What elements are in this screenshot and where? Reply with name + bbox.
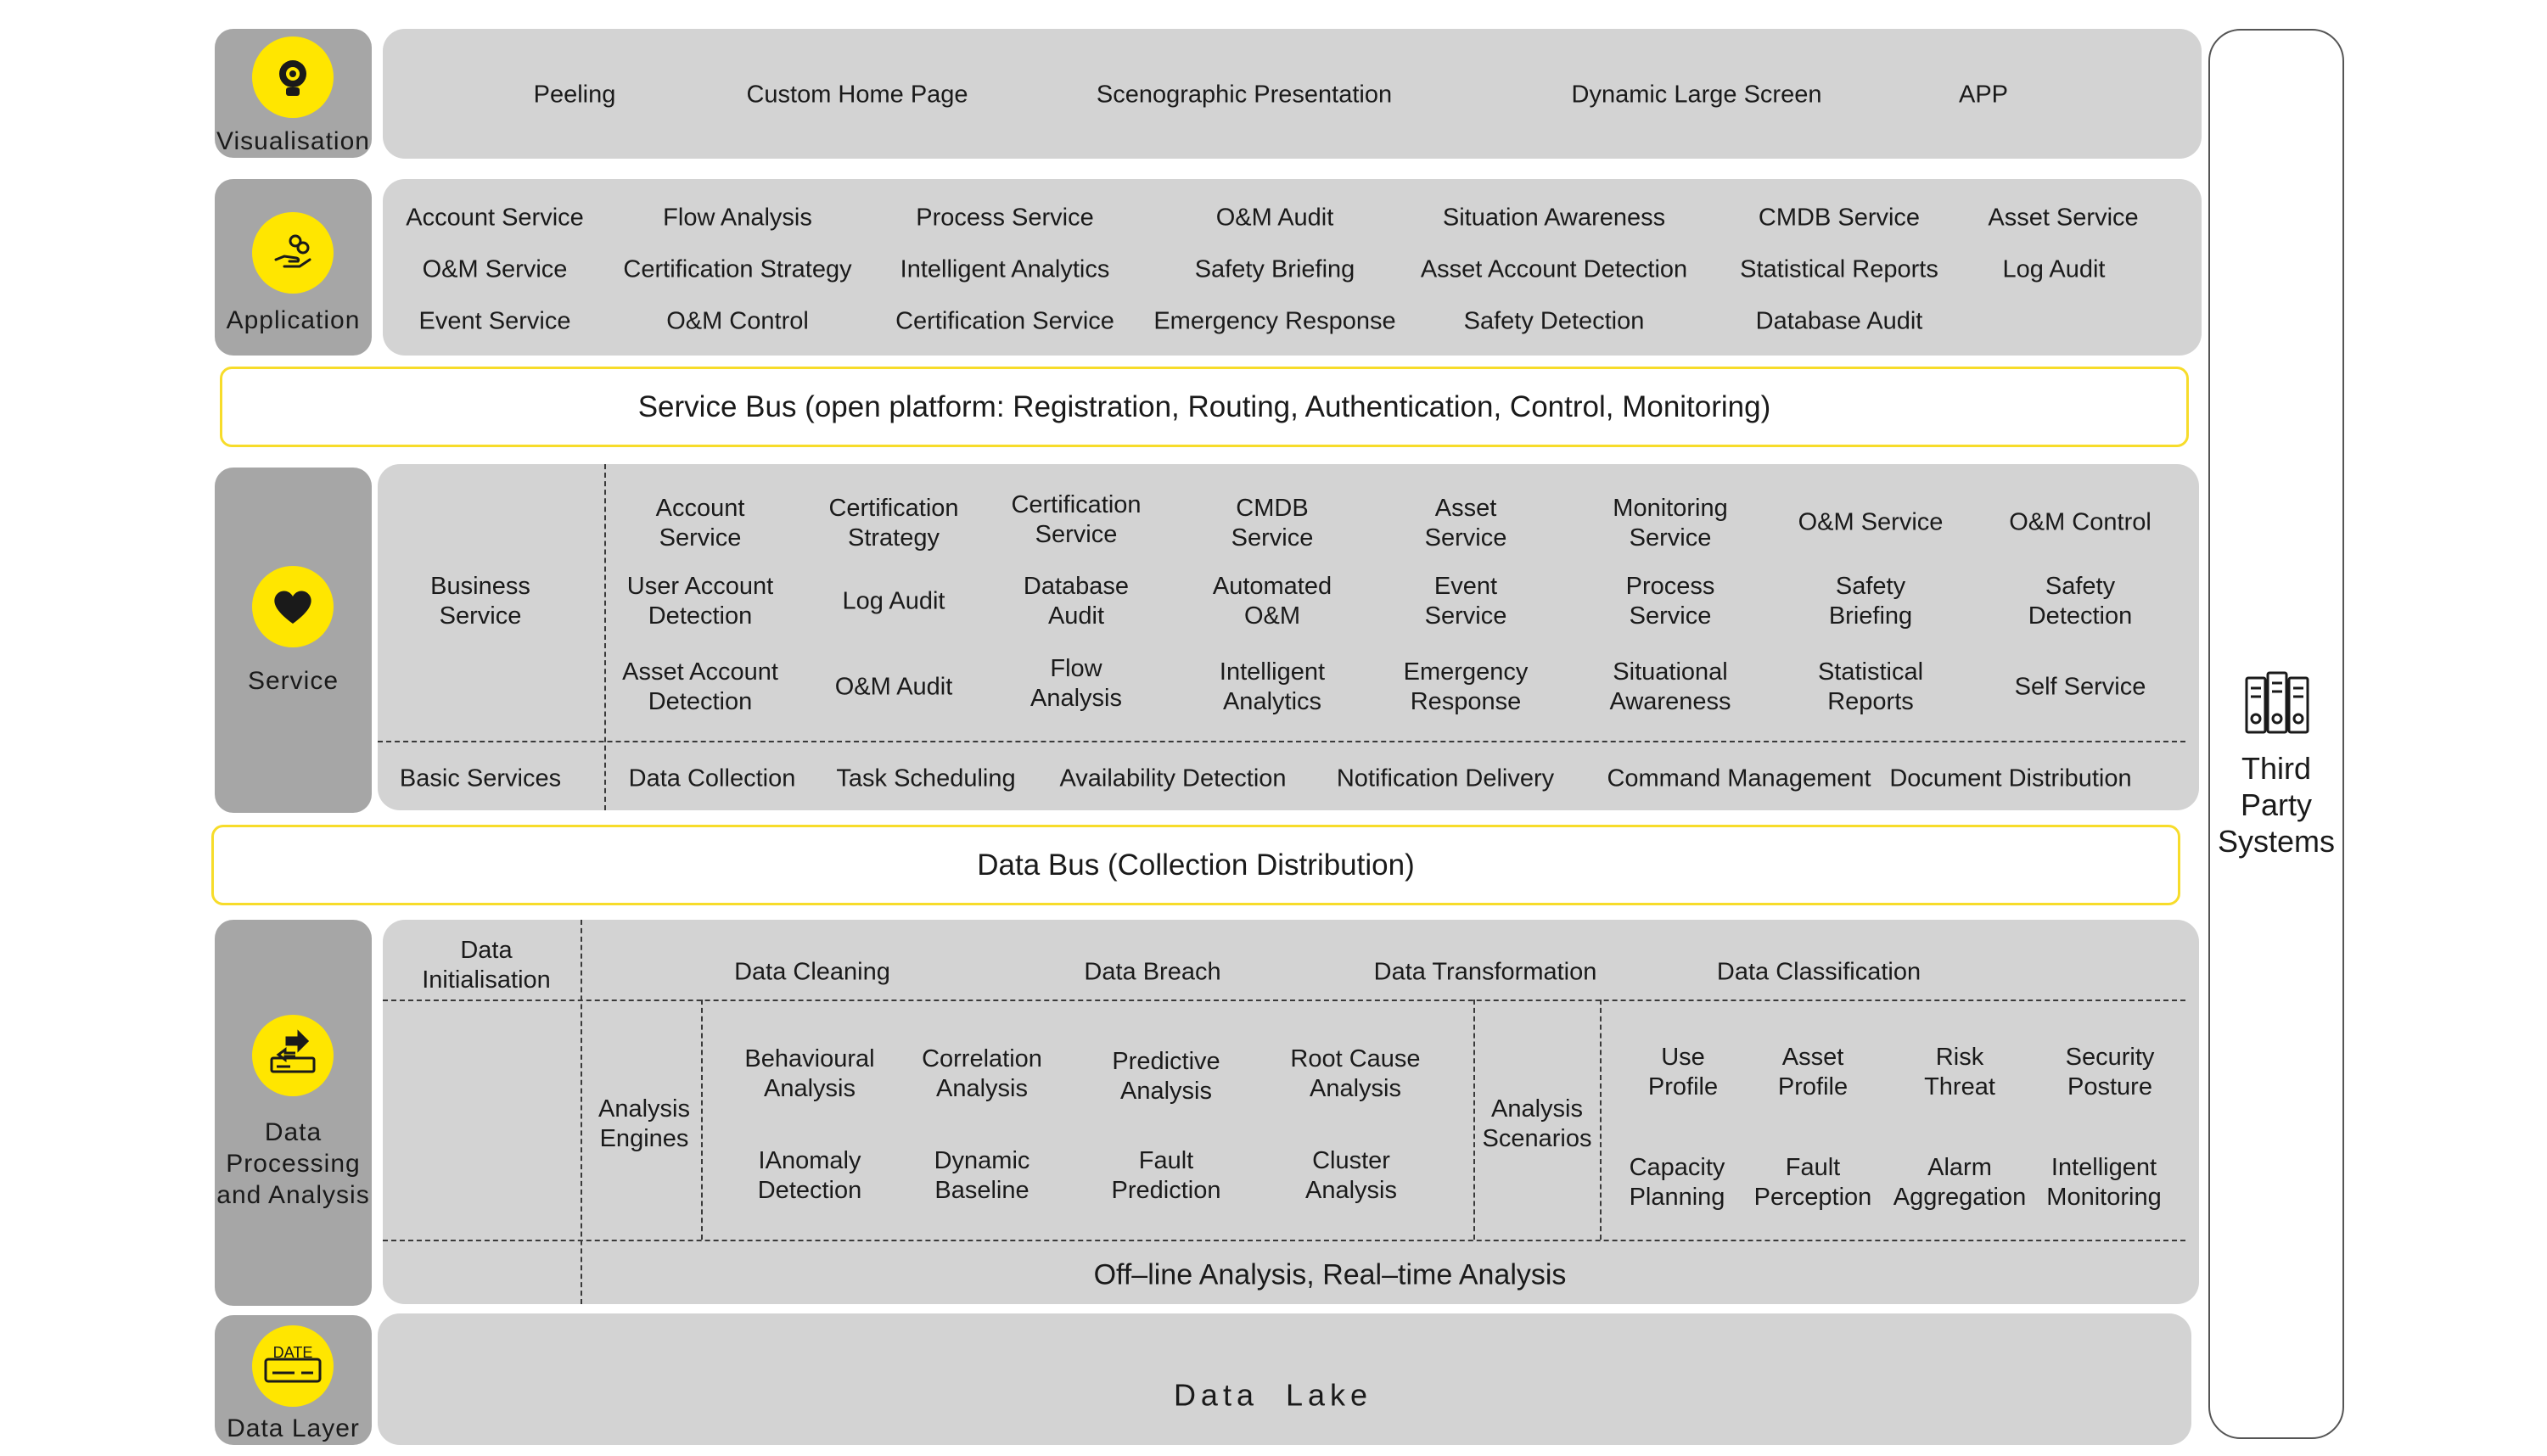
analysis-engine-item: Behavioural Analysis: [744, 1045, 875, 1102]
visualisation-label: Visualisation: [216, 127, 370, 155]
business-service-label: Business Service: [430, 573, 530, 630]
offline-realtime-analysis-label: Off–line Analysis, Real–time Analysis: [1093, 1258, 1567, 1291]
data-processing-layer-block: [215, 920, 372, 1306]
service-item: Database Audit: [1023, 573, 1130, 630]
basic-service-item: Task Scheduling: [836, 764, 1016, 792]
service-item: Automated O&M: [1212, 573, 1332, 630]
analysis-scenario-item: Intelligent Monitoring: [2046, 1154, 2162, 1211]
service-item: CMDB Service: [1231, 495, 1314, 552]
service-item: Flow Analysis: [1030, 655, 1122, 712]
processing-top-item: Data Classification: [1716, 958, 1921, 986]
application-item: Account Service: [406, 204, 584, 232]
basic-service-item: Availability Detection: [1059, 764, 1287, 792]
basic-services-label: Basic Services: [399, 764, 562, 792]
application-item: Certification Service: [895, 307, 1114, 335]
processing-top-item: Data Breach: [1084, 958, 1221, 986]
processing-divider-scenarios-right: [1600, 1000, 1602, 1240]
analysis-scenario-item: Risk Threat: [1924, 1044, 1995, 1100]
analysis-scenario-item: Capacity Planning: [1629, 1154, 1725, 1211]
analysis-scenario-item: Fault Perception: [1753, 1154, 1872, 1211]
analysis-engine-item: Cluster Analysis: [1305, 1147, 1397, 1204]
data-initialisation-label: Data Initialisation: [422, 937, 551, 994]
processing-divider-bottom: [383, 1240, 2185, 1241]
svg-text:DATE: DATE: [272, 1344, 313, 1361]
application-item: Flow Analysis: [663, 204, 812, 232]
analysis-scenarios-label: Analysis Scenarios: [1482, 1095, 1592, 1152]
service-item: Certification Strategy: [828, 495, 959, 552]
analysis-engine-item: Root Cause Analysis: [1290, 1045, 1421, 1102]
analysis-engines-label: Analysis Engines: [598, 1095, 690, 1152]
application-item: O&M Service: [422, 255, 568, 283]
basic-service-item: Notification Delivery: [1336, 764, 1555, 792]
processing-top-item: Data Transformation: [1373, 958, 1597, 986]
application-item: Asset Account Detection: [1420, 255, 1688, 283]
analysis-scenario-item: Asset Profile: [1777, 1044, 1849, 1100]
application-item: Intelligent Analytics: [900, 255, 1110, 283]
application-item: O&M Control: [666, 307, 809, 335]
third-party-systems-label: Third Party Systems: [2217, 751, 2336, 859]
application-item: Asset Service: [1988, 204, 2139, 232]
analysis-engine-item: Predictive Analysis: [1112, 1048, 1220, 1105]
service-item: Monitoring Service: [1613, 495, 1728, 552]
service-item: O&M Audit: [834, 673, 953, 701]
analysis-engine-item: IAnomaly Detection: [757, 1147, 862, 1204]
application-item: CMDB Service: [1758, 204, 1921, 232]
analysis-scenario-item: Use Profile: [1647, 1044, 1719, 1100]
analysis-scenario-item: Alarm Aggregation: [1893, 1154, 2027, 1211]
service-item: Safety Briefing: [1828, 573, 1913, 630]
visualisation-item: Dynamic Large Screen: [1571, 81, 1822, 109]
service-label: Service: [247, 667, 339, 695]
data-bus-label: Data Bus (Collection Distribution): [977, 848, 1415, 882]
processing-divider-engines: [701, 1000, 703, 1240]
processing-divider-top: [383, 1000, 2185, 1001]
service-divider-vertical: [604, 464, 606, 810]
application-item: O&M Audit: [1215, 204, 1334, 232]
processing-top-item: Data Cleaning: [734, 958, 890, 986]
basic-service-item: Command Management: [1607, 764, 1871, 792]
data-bus: [211, 825, 2180, 905]
data-server-icon: [252, 1325, 334, 1407]
service-item: Log Audit: [842, 587, 945, 615]
service-divider-horizontal: [378, 741, 2185, 742]
application-item: Situation Awareness: [1442, 204, 1666, 232]
processing-divider-init: [581, 920, 582, 1304]
visualisation-item: APP: [1958, 81, 2009, 109]
service-item: O&M Service: [1798, 508, 1944, 536]
service-item: Intelligent Analytics: [1219, 658, 1326, 715]
service-item: Certification Service: [1011, 491, 1142, 548]
analysis-engine-item: Fault Prediction: [1111, 1147, 1221, 1204]
visualisation-item: Scenographic Presentation: [1096, 81, 1393, 109]
application-item: Event Service: [418, 307, 571, 335]
data-lake-label: Data Lake: [1173, 1377, 1373, 1413]
service-item: Process Service: [1625, 573, 1715, 630]
analysis-engine-item: Dynamic Baseline: [934, 1147, 1030, 1204]
data-exchange-icon: [252, 1015, 334, 1096]
service-bus: [220, 367, 2189, 447]
application-item: Statistical Reports: [1740, 255, 1938, 283]
data-processing-label: Data Processing and Analysis: [216, 1118, 370, 1209]
service-item: Asset Account Detection: [622, 658, 778, 715]
application-item: Certification Strategy: [623, 255, 852, 283]
application-label: Application: [226, 306, 361, 334]
analysis-scenario-item: Security Posture: [2065, 1044, 2155, 1100]
application-item: Emergency Response: [1153, 307, 1396, 335]
service-item: Safety Detection: [2028, 573, 2133, 630]
heart-icon: [252, 566, 334, 647]
visualisation-item: Custom Home Page: [746, 81, 968, 109]
visualisation-item: Peeling: [533, 81, 616, 109]
service-item: Asset Service: [1424, 495, 1507, 552]
application-item: Safety Detection: [1463, 307, 1645, 335]
application-item: Log Audit: [2002, 255, 2106, 283]
application-item: Process Service: [916, 204, 1094, 232]
basic-service-item: Data Collection: [628, 764, 796, 792]
analysis-engine-item: Correlation Analysis: [922, 1045, 1042, 1102]
hand-link-icon: [252, 212, 334, 294]
service-item: Statistical Reports: [1817, 658, 1924, 715]
application-item: Database Audit: [1755, 307, 1923, 335]
data-layer-label: Data Layer: [227, 1414, 360, 1442]
application-item: Safety Briefing: [1194, 255, 1355, 283]
server-rack-icon: [2241, 669, 2313, 742]
service-item: Account Service: [655, 495, 745, 552]
service-bus-label: Service Bus (open platform: Registration, Routing, Authentication, Control, Monitoring): [637, 389, 1771, 423]
service-item: Situational Awareness: [1609, 658, 1731, 715]
service-item: Event Service: [1424, 573, 1507, 630]
service-item: Emergency Response: [1403, 658, 1529, 715]
processing-divider-scenarios-left: [1473, 1000, 1475, 1240]
service-item: O&M Control: [2009, 508, 2151, 536]
webcam-icon: [252, 36, 334, 118]
basic-service-item: Document Distribution: [1889, 764, 2132, 792]
service-item: User Account Detection: [626, 573, 774, 630]
service-item: Self Service: [2014, 673, 2146, 701]
